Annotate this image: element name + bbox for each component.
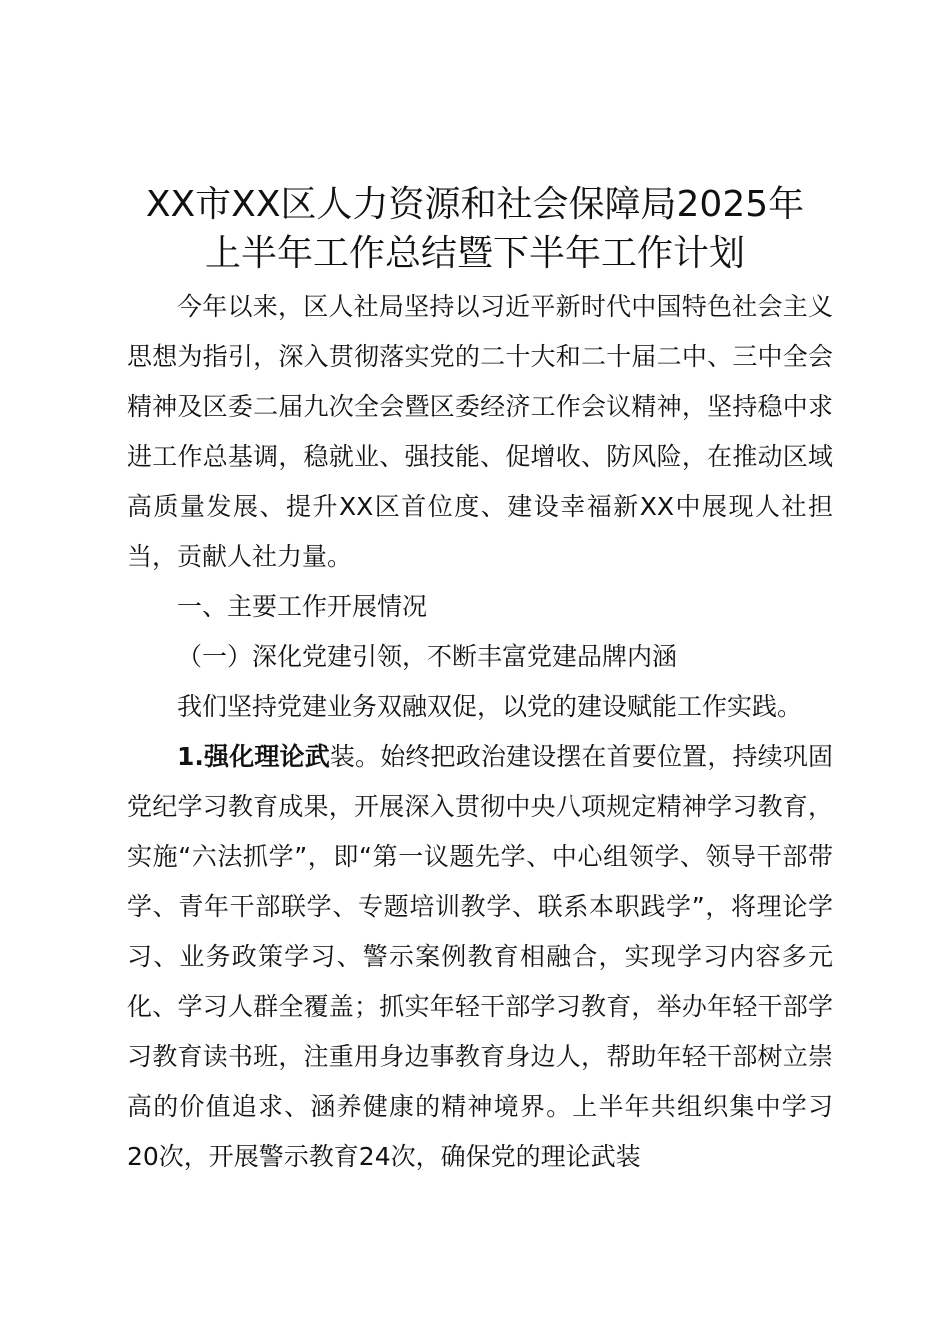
section-heading-1: 一、主要工作开展情况: [177, 592, 428, 621]
item-1-paragraph: [127, 732, 833, 1182]
document-body: [127, 282, 833, 1182]
intro-paragraph: 今年以来，区人社局坚持以习近平新时代中国特色社会主义思想为指引，深入贯彻落实党的二十大和二十届二中、三中全会精神及区委二届九次全会暨区委经济工作会议精神，坚持稳中求进工作总基调，稳就业、强技能、促增收、防风险，在推动区域高质量发展、提升XX区首位度、建设幸福新XX中展现人社担当，贡献人社力量。: [127, 292, 833, 571]
item-1-title: 1.强化理论武: [177, 742, 330, 771]
paragraph-2: 我们坚持党建业务双融双促，以党的建设赋能工作实践。: [177, 692, 803, 721]
item-1-text: 装。始终把政治建设摆在首要位置，持续巩固党纪学习教育成果，开展深入贯彻中央八项规定精神学习教育，实施“六法抓学”，即“第一议题先学、中心组领学、领导干部带学、青年干部联学、专题培训教学、联系本职践学”，将理论学习、业务政策学习、警示案例教育相融合，实现学习内容多元化、学习人群全覆盖；抓实年轻干部学习教育，举办年轻干部学习教育读书班，注重用身边事教育身边人，帮助年轻干部树立崇高的价值追求、涵养健康的精神境界。上半年共组织集中学习20次，开展警示教育24次，确保党的理论武装: [127, 742, 833, 1171]
document-title: [90, 180, 860, 278]
title-line-2: 上半年工作总结暨下半年工作计划: [204, 233, 745, 274]
title-line-1: XX市XX区人力资源和社会保障局2025年: [145, 184, 805, 225]
subsection-heading-1: （一）深化党建引领，不断丰富党建品牌内涵: [177, 642, 678, 671]
